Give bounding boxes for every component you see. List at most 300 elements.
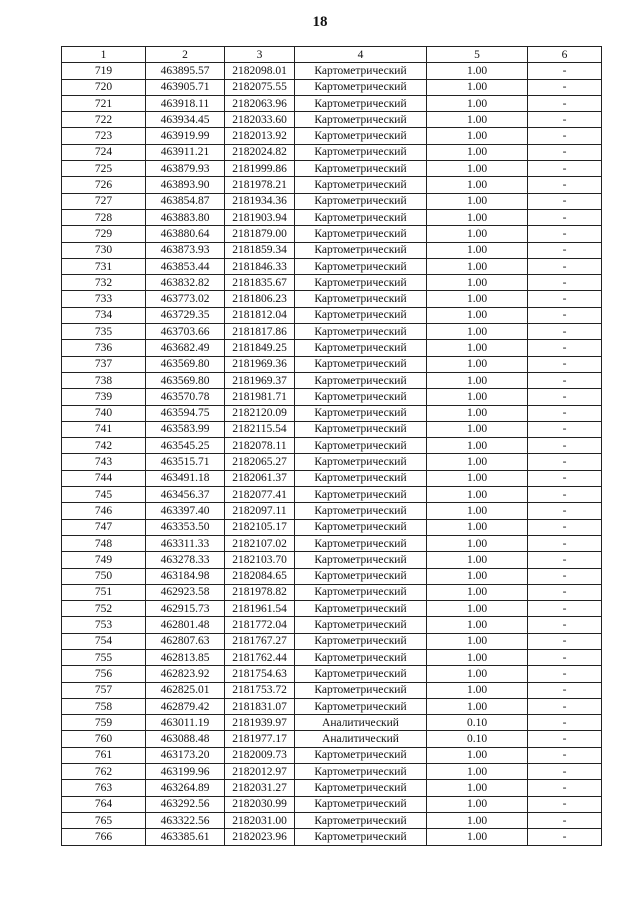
accuracy-cell: 1.00: [427, 438, 528, 454]
point-number-cell: 740: [62, 405, 146, 421]
table-row: [62, 209, 602, 225]
x-coordinate-cell: 463853.44: [146, 258, 225, 274]
y-coordinate-cell: 2181772.04: [225, 617, 295, 633]
method-cell: Картометрический: [295, 780, 427, 796]
point-number-cell: 744: [62, 470, 146, 486]
x-coordinate-cell: 463011.19: [146, 715, 225, 731]
table-row: [62, 242, 602, 258]
accuracy-cell: 1.00: [427, 177, 528, 193]
table-row: [62, 405, 602, 421]
x-coordinate-cell: 463583.99: [146, 421, 225, 437]
point-number-cell: 763: [62, 780, 146, 796]
note-cell: -: [528, 487, 602, 503]
x-coordinate-cell: 463545.25: [146, 438, 225, 454]
note-cell: -: [528, 275, 602, 291]
note-cell: -: [528, 503, 602, 519]
accuracy-cell: 1.00: [427, 307, 528, 323]
y-coordinate-cell: 2181831.07: [225, 698, 295, 714]
x-coordinate-cell: 463353.50: [146, 519, 225, 535]
table-row: [62, 389, 602, 405]
y-coordinate-cell: 2181879.00: [225, 226, 295, 242]
point-number-cell: 745: [62, 487, 146, 503]
note-cell: -: [528, 780, 602, 796]
method-cell: Картометрический: [295, 405, 427, 421]
method-cell: Картометрический: [295, 95, 427, 111]
x-coordinate-cell: 462801.48: [146, 617, 225, 633]
y-coordinate-cell: 2182107.02: [225, 535, 295, 551]
point-number-cell: 741: [62, 421, 146, 437]
method-cell: Картометрический: [295, 829, 427, 845]
method-cell: Аналитический: [295, 715, 427, 731]
table-row: [62, 63, 602, 79]
y-coordinate-cell: 2182031.27: [225, 780, 295, 796]
x-coordinate-cell: 463311.33: [146, 535, 225, 551]
table-row: [62, 291, 602, 307]
note-cell: -: [528, 812, 602, 828]
table-row: [62, 356, 602, 372]
method-cell: Картометрический: [295, 209, 427, 225]
note-cell: -: [528, 535, 602, 551]
accuracy-cell: 1.00: [427, 747, 528, 763]
table-row: [62, 633, 602, 649]
note-cell: -: [528, 324, 602, 340]
point-number-cell: 729: [62, 226, 146, 242]
method-cell: Картометрический: [295, 682, 427, 698]
x-coordinate-cell: 463292.56: [146, 796, 225, 812]
y-coordinate-cell: 2181977.17: [225, 731, 295, 747]
x-coordinate-cell: 463569.80: [146, 356, 225, 372]
accuracy-cell: 1.00: [427, 356, 528, 372]
note-cell: -: [528, 144, 602, 160]
point-number-cell: 758: [62, 698, 146, 714]
accuracy-cell: 1.00: [427, 812, 528, 828]
accuracy-cell: 1.00: [427, 682, 528, 698]
point-number-cell: 765: [62, 812, 146, 828]
note-cell: -: [528, 161, 602, 177]
accuracy-cell: 1.00: [427, 324, 528, 340]
x-coordinate-cell: 462813.85: [146, 649, 225, 665]
table-row: [62, 275, 602, 291]
note-cell: -: [528, 421, 602, 437]
note-cell: -: [528, 731, 602, 747]
point-number-cell: 754: [62, 633, 146, 649]
x-coordinate-cell: 462807.63: [146, 633, 225, 649]
accuracy-cell: 1.00: [427, 535, 528, 551]
note-cell: -: [528, 226, 602, 242]
method-cell: Картометрический: [295, 666, 427, 682]
y-coordinate-cell: 2182023.96: [225, 829, 295, 845]
x-coordinate-cell: 463895.57: [146, 63, 225, 79]
note-cell: -: [528, 79, 602, 95]
point-number-cell: 734: [62, 307, 146, 323]
method-cell: Картометрический: [295, 796, 427, 812]
x-coordinate-cell: 462879.42: [146, 698, 225, 714]
point-number-cell: 757: [62, 682, 146, 698]
point-number-cell: 719: [62, 63, 146, 79]
note-cell: -: [528, 177, 602, 193]
note-cell: -: [528, 633, 602, 649]
x-coordinate-cell: 463880.64: [146, 226, 225, 242]
point-number-cell: 762: [62, 764, 146, 780]
note-cell: -: [528, 242, 602, 258]
method-cell: Аналитический: [295, 731, 427, 747]
method-cell: Картометрический: [295, 584, 427, 600]
accuracy-cell: 1.00: [427, 796, 528, 812]
point-number-cell: 743: [62, 454, 146, 470]
point-number-cell: 749: [62, 552, 146, 568]
point-number-cell: 738: [62, 372, 146, 388]
note-cell: -: [528, 829, 602, 845]
accuracy-cell: 1.00: [427, 161, 528, 177]
method-cell: Картометрический: [295, 535, 427, 551]
method-cell: Картометрический: [295, 812, 427, 828]
y-coordinate-cell: 2182097.11: [225, 503, 295, 519]
y-coordinate-cell: 2181753.72: [225, 682, 295, 698]
point-number-cell: 732: [62, 275, 146, 291]
table-row: [62, 829, 602, 845]
y-coordinate-cell: 2182077.41: [225, 487, 295, 503]
point-number-cell: 752: [62, 601, 146, 617]
note-cell: -: [528, 454, 602, 470]
note-cell: -: [528, 389, 602, 405]
table-row: [62, 95, 602, 111]
x-coordinate-cell: 463873.93: [146, 242, 225, 258]
note-cell: -: [528, 372, 602, 388]
y-coordinate-cell: 2181969.37: [225, 372, 295, 388]
accuracy-cell: 1.00: [427, 617, 528, 633]
table-row: [62, 226, 602, 242]
method-cell: Картометрический: [295, 258, 427, 274]
accuracy-cell: 1.00: [427, 568, 528, 584]
x-coordinate-cell: 462915.73: [146, 601, 225, 617]
column-header-5: 5: [427, 47, 528, 63]
x-coordinate-cell: 463919.99: [146, 128, 225, 144]
method-cell: Картометрический: [295, 487, 427, 503]
point-number-cell: 746: [62, 503, 146, 519]
note-cell: -: [528, 666, 602, 682]
accuracy-cell: 1.00: [427, 633, 528, 649]
y-coordinate-cell: 2181846.33: [225, 258, 295, 274]
point-number-cell: 736: [62, 340, 146, 356]
accuracy-cell: 1.00: [427, 649, 528, 665]
point-number-cell: 723: [62, 128, 146, 144]
point-number-cell: 727: [62, 193, 146, 209]
method-cell: Картометрический: [295, 177, 427, 193]
y-coordinate-cell: 2181981.71: [225, 389, 295, 405]
x-coordinate-cell: 463832.82: [146, 275, 225, 291]
method-cell: Картометрический: [295, 421, 427, 437]
method-cell: Картометрический: [295, 601, 427, 617]
method-cell: Картометрический: [295, 275, 427, 291]
table-row: [62, 307, 602, 323]
x-coordinate-cell: 463893.90: [146, 177, 225, 193]
point-number-cell: 748: [62, 535, 146, 551]
accuracy-cell: 1.00: [427, 372, 528, 388]
point-number-cell: 766: [62, 829, 146, 845]
y-coordinate-cell: 2182012.97: [225, 764, 295, 780]
note-cell: -: [528, 470, 602, 486]
point-number-cell: 730: [62, 242, 146, 258]
accuracy-cell: 1.00: [427, 128, 528, 144]
note-cell: -: [528, 356, 602, 372]
note-cell: -: [528, 764, 602, 780]
table-row: [62, 487, 602, 503]
x-coordinate-cell: 463729.35: [146, 307, 225, 323]
accuracy-cell: 1.00: [427, 340, 528, 356]
y-coordinate-cell: 2181961.54: [225, 601, 295, 617]
table-row: [62, 747, 602, 763]
note-cell: -: [528, 307, 602, 323]
x-coordinate-cell: 463456.37: [146, 487, 225, 503]
y-coordinate-cell: 2182084.65: [225, 568, 295, 584]
method-cell: Картометрический: [295, 747, 427, 763]
accuracy-cell: 1.00: [427, 242, 528, 258]
point-number-cell: 751: [62, 584, 146, 600]
x-coordinate-cell: 462825.01: [146, 682, 225, 698]
accuracy-cell: 1.00: [427, 63, 528, 79]
note-cell: -: [528, 682, 602, 698]
point-number-cell: 753: [62, 617, 146, 633]
x-coordinate-cell: 463184.98: [146, 568, 225, 584]
accuracy-cell: 1.00: [427, 666, 528, 682]
x-coordinate-cell: 463854.87: [146, 193, 225, 209]
table-row: [62, 698, 602, 714]
table-row: [62, 258, 602, 274]
accuracy-cell: 0.10: [427, 715, 528, 731]
note-cell: -: [528, 340, 602, 356]
y-coordinate-cell: 2181754.63: [225, 666, 295, 682]
note-cell: -: [528, 796, 602, 812]
method-cell: Картометрический: [295, 79, 427, 95]
method-cell: Картометрический: [295, 519, 427, 535]
x-coordinate-cell: 463570.78: [146, 389, 225, 405]
x-coordinate-cell: 463569.80: [146, 372, 225, 388]
x-coordinate-cell: 463264.89: [146, 780, 225, 796]
y-coordinate-cell: 2182063.96: [225, 95, 295, 111]
y-coordinate-cell: 2181849.25: [225, 340, 295, 356]
x-coordinate-cell: 463385.61: [146, 829, 225, 845]
x-coordinate-cell: 462923.58: [146, 584, 225, 600]
table-row: [62, 601, 602, 617]
accuracy-cell: 1.00: [427, 209, 528, 225]
table-row: [62, 796, 602, 812]
accuracy-cell: 1.00: [427, 421, 528, 437]
y-coordinate-cell: 2181812.04: [225, 307, 295, 323]
x-coordinate-cell: 463594.75: [146, 405, 225, 421]
point-number-cell: 761: [62, 747, 146, 763]
accuracy-cell: 1.00: [427, 780, 528, 796]
method-cell: Картометрический: [295, 633, 427, 649]
method-cell: Картометрический: [295, 63, 427, 79]
note-cell: -: [528, 112, 602, 128]
y-coordinate-cell: 2182031.00: [225, 812, 295, 828]
note-cell: -: [528, 601, 602, 617]
accuracy-cell: 1.00: [427, 829, 528, 845]
x-coordinate-cell: 462823.92: [146, 666, 225, 682]
y-coordinate-cell: 2182078.11: [225, 438, 295, 454]
accuracy-cell: 1.00: [427, 112, 528, 128]
column-header-2: 2: [146, 47, 225, 63]
y-coordinate-cell: 2182009.73: [225, 747, 295, 763]
accuracy-cell: 1.00: [427, 405, 528, 421]
y-coordinate-cell: 2181934.36: [225, 193, 295, 209]
point-number-cell: 721: [62, 95, 146, 111]
note-cell: -: [528, 747, 602, 763]
note-cell: -: [528, 519, 602, 535]
point-number-cell: 764: [62, 796, 146, 812]
table-row: [62, 503, 602, 519]
table-body: [62, 47, 602, 846]
table-row: [62, 764, 602, 780]
accuracy-cell: 1.00: [427, 519, 528, 535]
table-row: [62, 193, 602, 209]
method-cell: Картометрический: [295, 242, 427, 258]
x-coordinate-cell: 463322.56: [146, 812, 225, 828]
accuracy-cell: 1.00: [427, 291, 528, 307]
point-number-cell: 735: [62, 324, 146, 340]
column-header-3: 3: [225, 47, 295, 63]
page-number: 18: [312, 14, 328, 30]
method-cell: Картометрический: [295, 617, 427, 633]
table-row: [62, 519, 602, 535]
method-cell: Картометрический: [295, 291, 427, 307]
x-coordinate-cell: 463918.11: [146, 95, 225, 111]
table-row: [62, 568, 602, 584]
x-coordinate-cell: 463682.49: [146, 340, 225, 356]
table-row: [62, 112, 602, 128]
accuracy-cell: 1.00: [427, 698, 528, 714]
x-coordinate-cell: 463879.93: [146, 161, 225, 177]
point-number-cell: 759: [62, 715, 146, 731]
note-cell: -: [528, 715, 602, 731]
method-cell: Картометрический: [295, 112, 427, 128]
x-coordinate-cell: 463934.45: [146, 112, 225, 128]
table-row: [62, 372, 602, 388]
point-number-cell: 733: [62, 291, 146, 307]
table-row: [62, 812, 602, 828]
y-coordinate-cell: 2182065.27: [225, 454, 295, 470]
column-header-6: 6: [528, 47, 602, 63]
table-row: [62, 535, 602, 551]
accuracy-cell: 1.00: [427, 79, 528, 95]
note-cell: -: [528, 552, 602, 568]
table-row: [62, 161, 602, 177]
accuracy-cell: 1.00: [427, 552, 528, 568]
accuracy-cell: 1.00: [427, 226, 528, 242]
accuracy-cell: 1.00: [427, 389, 528, 405]
table-row: [62, 780, 602, 796]
table-row: [62, 438, 602, 454]
note-cell: -: [528, 209, 602, 225]
note-cell: -: [528, 698, 602, 714]
accuracy-cell: 0.10: [427, 731, 528, 747]
method-cell: Картометрический: [295, 454, 427, 470]
column-header-4: 4: [295, 47, 427, 63]
y-coordinate-cell: 2182115.54: [225, 421, 295, 437]
table-row: [62, 552, 602, 568]
point-number-cell: 724: [62, 144, 146, 160]
table-row: [62, 584, 602, 600]
method-cell: Картометрический: [295, 144, 427, 160]
x-coordinate-cell: 463905.71: [146, 79, 225, 95]
x-coordinate-cell: 463883.80: [146, 209, 225, 225]
table-row: [62, 470, 602, 486]
y-coordinate-cell: 2181978.21: [225, 177, 295, 193]
y-coordinate-cell: 2181903.94: [225, 209, 295, 225]
y-coordinate-cell: 2181835.67: [225, 275, 295, 291]
y-coordinate-cell: 2182024.82: [225, 144, 295, 160]
y-coordinate-cell: 2181978.82: [225, 584, 295, 600]
x-coordinate-cell: 463703.66: [146, 324, 225, 340]
x-coordinate-cell: 463278.33: [146, 552, 225, 568]
table-row: [62, 340, 602, 356]
y-coordinate-cell: 2182075.55: [225, 79, 295, 95]
point-number-cell: 731: [62, 258, 146, 274]
y-coordinate-cell: 2182120.09: [225, 405, 295, 421]
y-coordinate-cell: 2181999.86: [225, 161, 295, 177]
point-number-cell: 737: [62, 356, 146, 372]
y-coordinate-cell: 2182033.60: [225, 112, 295, 128]
method-cell: Картометрический: [295, 356, 427, 372]
accuracy-cell: 1.00: [427, 764, 528, 780]
note-cell: -: [528, 291, 602, 307]
table-row: [62, 666, 602, 682]
point-number-cell: 742: [62, 438, 146, 454]
table-row: [62, 682, 602, 698]
x-coordinate-cell: 463173.20: [146, 747, 225, 763]
point-number-cell: 725: [62, 161, 146, 177]
point-number-cell: 756: [62, 666, 146, 682]
note-cell: -: [528, 438, 602, 454]
accuracy-cell: 1.00: [427, 601, 528, 617]
method-cell: Картометрический: [295, 764, 427, 780]
method-cell: Картометрический: [295, 161, 427, 177]
accuracy-cell: 1.00: [427, 454, 528, 470]
y-coordinate-cell: 2181859.34: [225, 242, 295, 258]
accuracy-cell: 1.00: [427, 470, 528, 486]
y-coordinate-cell: 2182030.99: [225, 796, 295, 812]
method-cell: Картометрический: [295, 698, 427, 714]
y-coordinate-cell: 2182105.17: [225, 519, 295, 535]
y-coordinate-cell: 2182013.92: [225, 128, 295, 144]
note-cell: -: [528, 63, 602, 79]
coordinates-table: [61, 46, 602, 846]
header-row: [62, 47, 602, 63]
note-cell: -: [528, 258, 602, 274]
table-row: [62, 649, 602, 665]
method-cell: Картометрический: [295, 470, 427, 486]
method-cell: Картометрический: [295, 552, 427, 568]
x-coordinate-cell: 463199.96: [146, 764, 225, 780]
x-coordinate-cell: 463911.21: [146, 144, 225, 160]
accuracy-cell: 1.00: [427, 193, 528, 209]
table-row: [62, 731, 602, 747]
note-cell: -: [528, 128, 602, 144]
x-coordinate-cell: 463397.40: [146, 503, 225, 519]
table-row: [62, 128, 602, 144]
y-coordinate-cell: 2181969.36: [225, 356, 295, 372]
note-cell: -: [528, 193, 602, 209]
accuracy-cell: 1.00: [427, 275, 528, 291]
method-cell: Картометрический: [295, 438, 427, 454]
accuracy-cell: 1.00: [427, 258, 528, 274]
point-number-cell: 739: [62, 389, 146, 405]
y-coordinate-cell: 2181767.27: [225, 633, 295, 649]
point-number-cell: 728: [62, 209, 146, 225]
point-number-cell: 755: [62, 649, 146, 665]
point-number-cell: 750: [62, 568, 146, 584]
x-coordinate-cell: 463088.48: [146, 731, 225, 747]
